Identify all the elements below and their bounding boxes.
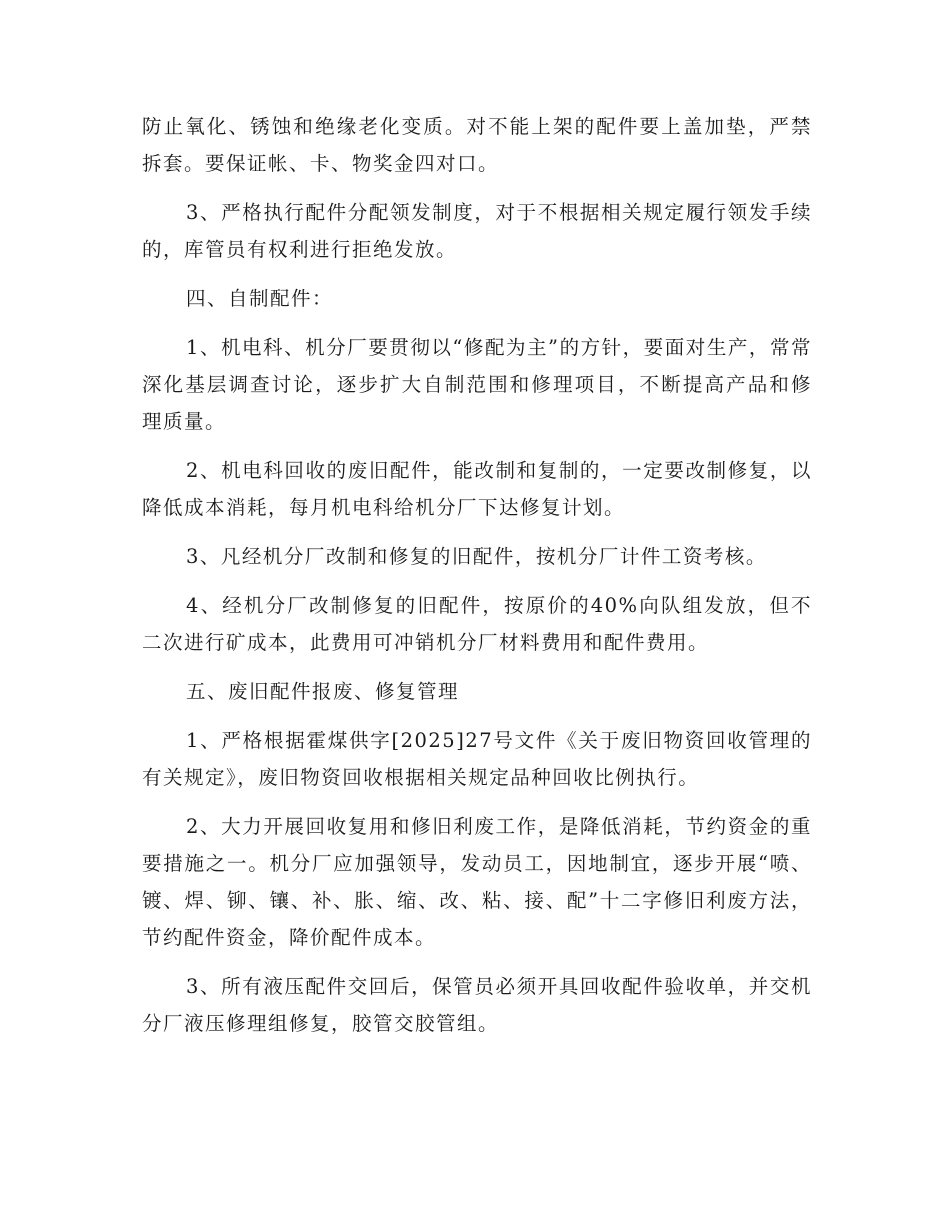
paragraph-item-3-hydraulic-parts: 3、所有液压配件交回后，保管员必须开具回收配件验收单，并交机分厂液压修理组修复，胶管交胶管组。 [142, 975, 812, 1035]
section-heading-scrap-management: 五、废旧配件报废、修复管理 [186, 680, 460, 703]
paragraph-continuation: 防止氧化、锈蚀和绝缘老化变质。对不能上架的配件要上盖加垫，严禁拆套。要保证帐、卡、物奖金四对口。 [142, 115, 812, 175]
paragraph-item-3-wage-assessment: 3、凡经机分厂改制和修复的旧配件，按机分厂计件工资考核。 [186, 545, 767, 568]
paragraph-item-2-reuse: 2、大力开展回收复用和修旧利废工作，是降低消耗，节约资金的重要措施之一。机分厂应加强领导，发动员工，因地制宜，逐步开展“喷、镀、焊、铆、镶、补、胀、缩、改、粘、接、配”十二字修旧利废方法，节约配件资金，降价配件成本。 [142, 815, 812, 949]
paragraph-item-4-pricing: 4、经机分厂改制修复的旧配件，按原价的40%向队组发放，但不二次进行矿成本，此费用可冲销机分厂材料费用和配件费用。 [142, 594, 812, 654]
section-heading-self-made-parts: 四、自制配件： [186, 287, 334, 310]
paragraph-item-3-distribution: 3、严格执行配件分配领发制度，对于不根据相关规定履行领发手续的，库管员有权利进行拒绝发放。 [142, 201, 812, 261]
paragraph-item-1-regulation: 1、严格根据霍煤供字[2025]27号文件《关于废旧物资回收管理的有关规定》，废旧物资回收根据相关规定品种回收比例执行。 [142, 729, 812, 789]
paragraph-item-2-recycled-parts: 2、机电科回收的废旧配件，能改制和复制的，一定要改制修复，以降低成本消耗，每月机电科给机分厂下达修复计划。 [142, 459, 812, 519]
document-body [142, 108, 812, 1054]
paragraph-item-1-repair-policy: 1、机电科、机分厂要贯彻以“修配为主”的方针，要面对生产，常常深化基层调查讨论，逐步扩大自制范围和修理项目，不断提高产品和修理质量。 [142, 336, 812, 433]
